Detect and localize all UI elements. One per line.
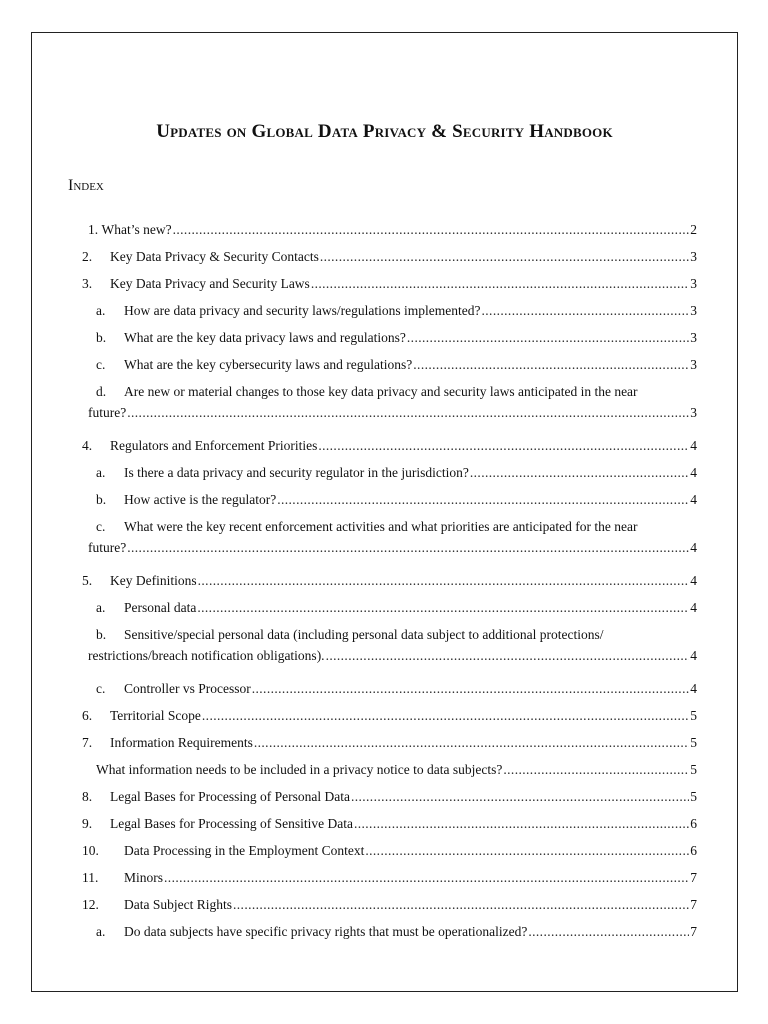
toc-entry-text-continued: future? — [88, 405, 127, 420]
toc-entry[interactable] — [82, 246, 697, 267]
toc-entry-page: 4 — [690, 438, 697, 453]
toc-entry-page: 5 — [690, 735, 697, 750]
leader-dots — [252, 678, 690, 699]
toc-entry-page: 3 — [690, 357, 697, 372]
toc-entry[interactable] — [96, 489, 697, 510]
toc-entry[interactable] — [96, 300, 697, 321]
index-heading: Index — [68, 177, 104, 194]
toc-entry-page: 6 — [690, 843, 697, 858]
toc-entry-text: Are new or material changes to those key data privacy and security laws anticipated in the near — [124, 384, 638, 399]
toc-entry-text: Key Definitions — [110, 573, 197, 588]
toc-entry-text: Personal data — [124, 600, 197, 615]
leader-dots — [198, 570, 690, 591]
toc-entry[interactable] — [82, 867, 697, 888]
leader-dots — [311, 273, 689, 294]
toc-entry-page: 6 — [690, 816, 697, 831]
toc-entry[interactable] — [82, 894, 697, 915]
toc-entry-text: Key Data Privacy & Security Contacts — [110, 249, 319, 264]
toc-entry-number: c. — [96, 357, 106, 372]
leader-dots — [503, 759, 689, 780]
toc-entry[interactable] — [96, 759, 697, 780]
toc-entry-page: 7 — [690, 924, 697, 939]
leader-dots — [407, 327, 689, 348]
leader-dots — [202, 705, 689, 726]
toc-entry-text: Legal Bases for Processing of Sensitive Data — [110, 816, 353, 831]
leader-dots — [470, 462, 689, 483]
toc-entry-text: Territorial Scope — [110, 708, 201, 723]
toc-entry[interactable] — [82, 570, 697, 591]
toc-entry-page: 4 — [690, 648, 697, 663]
toc-entry[interactable] — [82, 435, 697, 456]
toc-entry-number: b. — [96, 492, 107, 507]
toc-entry[interactable] — [96, 354, 697, 375]
document-title: Updates on Global Data Privacy & Security Handbook — [156, 121, 613, 142]
toc-entry-text: Regulators and Enforcement Priorities — [110, 438, 318, 453]
toc-entry[interactable] — [82, 732, 697, 753]
toc-entry[interactable] — [96, 597, 697, 618]
toc-entry-text: Controller vs Processor — [124, 681, 251, 696]
leader-dots — [318, 435, 689, 456]
toc-entry[interactable] — [82, 705, 697, 726]
toc-entry-number: c. — [96, 681, 106, 696]
leader-dots — [127, 402, 689, 423]
toc-entry-page: 3 — [690, 330, 697, 345]
toc-entry-number: 10. — [82, 843, 99, 858]
leader-dots — [354, 813, 689, 834]
document-page — [31, 32, 738, 992]
toc-entry-number: 3. — [82, 276, 93, 291]
leader-dots — [413, 354, 689, 375]
toc-entry-number: 6. — [82, 708, 93, 723]
toc-entry-text: Minors — [124, 870, 164, 885]
toc-entry-page: 5 — [690, 708, 697, 723]
toc-entry-page: 3 — [690, 405, 697, 420]
toc-entry-page: 5 — [690, 762, 697, 777]
toc-entry-text-continued: restrictions/breach notification obligations). — [88, 648, 325, 663]
toc-entry-number: 12. — [82, 897, 99, 912]
leader-dots — [365, 840, 689, 861]
toc-entry[interactable] — [88, 624, 697, 666]
toc-entry-text: What’s new? — [101, 222, 172, 237]
toc-entry-text: Do data subjects have specific privacy rights that must be operationalized? — [124, 924, 528, 939]
leader-dots — [326, 645, 690, 666]
toc-entry-text: Data Subject Rights — [124, 897, 232, 912]
toc-entry-number: a. — [96, 600, 106, 615]
toc-entry-number: a. — [96, 303, 106, 318]
toc-entry-page: 4 — [690, 573, 697, 588]
toc-entry-number: 5. — [82, 573, 93, 588]
toc-entry-page: 4 — [690, 492, 697, 507]
toc-entry-page: 4 — [690, 681, 697, 696]
toc-entry-number: 11. — [82, 870, 99, 885]
toc-entry-number: 7. — [82, 735, 93, 750]
toc-entry-text: Key Data Privacy and Security Laws — [110, 276, 310, 291]
toc-entry-number: a. — [96, 924, 106, 939]
toc-entry-page: 3 — [690, 303, 697, 318]
toc-entry-text: What are the key data privacy laws and regulations? — [124, 330, 406, 345]
toc-entry[interactable] — [96, 462, 697, 483]
leader-dots — [482, 300, 690, 321]
toc-entry-number: c. — [96, 519, 106, 534]
toc-entry-page: 4 — [690, 540, 697, 555]
toc-entry-text: Sensitive/special personal data (including personal data subject to additional protections/ — [124, 627, 604, 642]
leader-dots — [351, 786, 689, 807]
toc-entry-text: What are the key cybersecurity laws and regulations? — [124, 357, 413, 372]
toc-entry-page: 3 — [690, 276, 697, 291]
toc-entry-number: d. — [96, 384, 107, 399]
toc-entry-number: 2. — [82, 249, 93, 264]
toc-entry[interactable] — [82, 786, 697, 807]
toc-entry-text-continued: future? — [88, 540, 127, 555]
leader-dots — [254, 732, 689, 753]
toc-entry-page: 5 — [690, 789, 697, 804]
toc-entry[interactable] — [96, 678, 697, 699]
leader-dots — [173, 219, 690, 240]
toc-entry-number: 9. — [82, 816, 93, 831]
toc-entry[interactable] — [96, 327, 697, 348]
toc-entry-page: 4 — [690, 465, 697, 480]
leader-dots — [233, 894, 689, 915]
toc-entry[interactable] — [82, 813, 697, 834]
toc-entry-page: 4 — [690, 600, 697, 615]
toc-entry-text: How active is the regulator? — [124, 492, 277, 507]
toc-entry-number: 1. — [88, 222, 99, 237]
toc-entry[interactable] — [82, 840, 697, 861]
toc-entry-number: b. — [96, 627, 107, 642]
leader-dots — [528, 921, 689, 942]
toc-entry-page: 7 — [690, 897, 697, 912]
leader-dots — [277, 489, 689, 510]
toc-entry[interactable] — [88, 381, 697, 423]
toc-entry-text: Is there a data privacy and security regulator in the jurisdiction? — [124, 465, 469, 480]
toc-entry-page: 3 — [690, 249, 697, 264]
toc-entry[interactable] — [88, 219, 697, 240]
toc-entry-text: Legal Bases for Processing of Personal Data — [110, 789, 350, 804]
leader-dots — [164, 867, 689, 888]
toc-entry[interactable] — [96, 921, 697, 942]
toc-entry-text: What information needs to be included in a privacy notice to data subjects? — [96, 762, 503, 777]
leader-dots — [127, 537, 689, 558]
toc-entry-text: What were the key recent enforcement activities and what priorities are anticipated for the near — [124, 519, 638, 534]
toc-entry-number: b. — [96, 330, 107, 345]
leader-dots — [320, 246, 689, 267]
toc-entry[interactable] — [82, 273, 697, 294]
toc-entry-number: 4. — [82, 438, 93, 453]
toc-entry[interactable] — [88, 516, 697, 558]
toc-entry-number: a. — [96, 465, 106, 480]
toc-entry-page: 2 — [690, 222, 697, 237]
toc-entry-number: 8. — [82, 789, 93, 804]
toc-entry-page: 7 — [690, 870, 697, 885]
toc-entry-text: Data Processing in the Employment Context — [124, 843, 365, 858]
toc-entry-text: Information Requirements — [110, 735, 253, 750]
leader-dots — [197, 597, 689, 618]
toc-entry-text: How are data privacy and security laws/regulations implemented? — [124, 303, 481, 318]
